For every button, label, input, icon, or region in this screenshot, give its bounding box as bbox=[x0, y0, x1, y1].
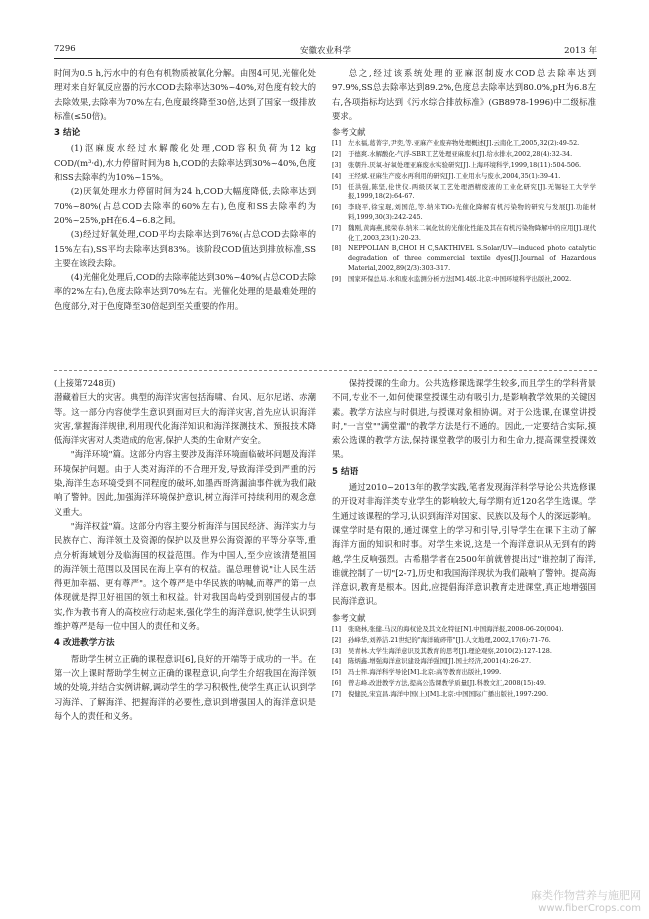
reference-item: [6] 曾志峰.改进教学方法,提高公选课教学质量[J].科教文汇,2008(15):49. bbox=[332, 679, 546, 688]
reference-item: [4] 陈炳鑫.增强海洋意识建设海洋强国[J].国土经济,2001(4):26-27. bbox=[332, 657, 531, 666]
header-rule bbox=[54, 58, 597, 59]
reference-item: [4] 王经斌.亚麻生产废水再利用的研究[J].工业用水与废水,2004,35(1):39-41. bbox=[332, 171, 561, 180]
reference-item: [2] 孙峰华,刘养洁.21世纪的"海洋破碎带"[J].人文地理,2002,17(6):71-76. bbox=[332, 635, 551, 644]
top-left-column bbox=[54, 66, 316, 366]
paragraph: "海洋环境"篇。这部分内容主要涉及海洋环境面临破坏问题及海洋环境保护问题。由于人类对海洋的不合理开发,导致海洋受到严重的污染,海洋生态环境受到不同程度的破坏,如墨西哥湾漏油事件就为我们敲响了警钟。因此,加强海洋环境保护意识,树立海洋可持续利用的观念意义重大。 bbox=[54, 449, 316, 517]
paragraph: 通过2010~2013年的教学实践,笔者发现海洋科学导论公共选修课的开设对非海洋类专业学生的影响较大,每学期有近120名学生选课。学生通过该课程的学习,认识到海洋对国家、民族以及每个人的深远影响。课堂学时是有限的,通过课堂上的学习和引导,引导学生在课下主动了解海洋方面的知识和时事。对学生来说,这是一个海洋意识从无到有的跨越,学生反响强烈。古希腊学者在2500年前就曾提出过"谁控制了海洋,谁就控制了一切"[2-7],历史和我国海洋现状为我们敲响了警钟。提高海洋意识,教育是根本。因此,应提倡海洋意识教育走进课堂,真正地增强国民海洋意识。 bbox=[332, 482, 596, 607]
watermark-url: www.fiberCrops.com bbox=[538, 903, 641, 914]
top-right-column bbox=[332, 66, 596, 366]
reference-item: [7] 倪健民,宋宜昌.海洋中国(上)[M].北京:中国国际广播出版社,1997:290. bbox=[332, 689, 549, 698]
reference-item: [3] 张朝升.厌氧-好氧处理亚麻废水实验研究[J].上海环境科学,1999,18(11):504-506. bbox=[332, 161, 582, 170]
watermark-title: 麻类作物营养与施肥网 bbox=[531, 889, 641, 902]
reference-item: [1] 左永福,葛菁宇,尹奕,等.亚麻产业废弃物处理概述[J].云南化工,2005,32(2):49-52. bbox=[332, 139, 580, 148]
references-title: 参考文献 bbox=[332, 127, 366, 138]
reference-item: [7] 魏刚,黄海燕,熊荣春.纳米二氧化钛的光催化性能及其在有机污染物降解中的应用[J].现代化工,2003,23(1):20-23. bbox=[332, 223, 596, 242]
paragraph: 保持授课的生命力。公共选修课选课学生较多,而且学生的学科背景不同,专业不一,如何使课堂授课生动有吸引力,是影响教学效果的关键因素。教学方法应与时俱进,与授课对象相协调。对于公选课,在课堂讲授时,"一言堂""满堂灌"的教学方法是行不通的。因此,一定要结合实际,摸索公选课的教学方法,保持课堂教学的吸引力和生命力,提高课堂授课效果。 bbox=[332, 378, 596, 460]
references-title: 参考文献 bbox=[332, 612, 366, 623]
reference-list bbox=[332, 625, 596, 700]
paragraph: 总之,经过该系统处理的亚麻沤制废水COD总去除率达到97.9%,SS总去除率达到89.2%,色度总去除率达到80.0%,pH为6.8左右,各项指标均达到《污水综合排放标准》(GB8978-1996)中二级标准要求。 bbox=[332, 68, 596, 121]
section-heading-methods: 4 改进教学方法 bbox=[54, 638, 115, 649]
site-watermark bbox=[531, 889, 641, 915]
reference-item: [3] 吴青林.大学生海洋意识及其教育的思考[J].理论观察,2010(2):127-128. bbox=[332, 646, 552, 655]
reference-item: [6] 李晓平,徐宝琨,刘国范,等.纳米TiO₂光催化降解有机污染物的研究与发展[J].功能材料,1999,30(3):242-245. bbox=[332, 203, 596, 222]
reference-item: [5] 任洪强,陈坚,伦世仪.两级厌氧工艺处理酒精废液的工业化研究[J].无锡轻工大学学报,1999,18(2):64-67. bbox=[332, 182, 596, 201]
reference-item: [2] 于德爽.水解酸化-气浮-SBR工艺处理亚麻废水[J].给水排水,2002,28(4):32-34. bbox=[332, 150, 573, 159]
reference-item: [9] 国家环保总局.水和废水监测分析方法[M].4版.北京:中国环境科学出版社,2002. bbox=[332, 274, 572, 283]
bottom-right-column bbox=[332, 376, 596, 846]
section-heading-conclusion: 3 结论 bbox=[54, 128, 81, 139]
section-separator bbox=[54, 370, 597, 371]
paragraph: (4)光催化处理后,COD的去除率能达到30%~40%(占总COD去除率的2%左右),色度去除率达到70%左右。光催化处理的是最难处理的色度部分,对于色度降至30倍起到至关重要的作用。 bbox=[54, 272, 316, 311]
publication-year: 2013 年 bbox=[564, 46, 597, 56]
journal-title: 安徽农业科学 bbox=[299, 46, 351, 56]
page-number: 7296 bbox=[54, 44, 76, 54]
reference-list bbox=[332, 139, 596, 284]
reference-item: [5] 冯士筰.海洋科学导论[M].北京:高等教育出版社,1999. bbox=[332, 668, 502, 677]
paragraph: 潜藏着巨大的灾害。典型的海洋灾害包括海啸、台风、厄尔尼诺、赤潮等。这一部分内容使学生意识到面对巨大的海洋灾害,首先应认识海洋灾害,掌握海洋规律,利用现代化海洋知识和海洋探测技术、预报技术降低海洋灾害对人类造成的危害,保护人类的生命财产安全。 bbox=[54, 392, 316, 446]
reference-item: [8] NEPPOLIAN B,CHOI H C,SAKTHIVEL S.Solar/UV—induced photo catalytic degradation of three commercial textile dyes[J].Journal of Hazardous Material,2002,89(2/3):303-317. bbox=[332, 244, 596, 273]
paragraph: 时间为0.5 h,污水中的有色有机物质被氧化分解。由图4可见,光催化处理对来自好氧反应器的污水COD去除率达30%~40%,对色度有较大的去除效果,去除率为70%左右,色度最终降至30倍,达到了国家一级排放标准(≤50倍)。 bbox=[54, 68, 316, 121]
paragraph: 帮助学生树立正确的课程意识[6],良好的开端等于成功的一半。在第一次上课时帮助学生树立正确的课程意识,向学生介绍我国在海洋领域的处境,并结合实例讲解,调动学生的学习积极性,使学生真正认识到学习海洋、了解海洋、把握海洋的必要性,意识到增强国人的海洋意识是每个人的责任和义务。 bbox=[54, 653, 316, 721]
continuation-note: (上接第7248页) bbox=[54, 378, 116, 388]
paragraph: "海洋权益"篇。这部分内容主要分析海洋与国民经济、海洋实力与民族存亡、海洋领土及资源的保护以及世界公海资源的平等分享等,重点分析海域划分及临海国的权益范围。作为中国人,至少应该清楚祖国的海洋领土范围以及国民在海上享有的权益。温总理曾说"让人民生活得更加幸福、更有尊严"。这个尊严是中华民族的呐喊,而尊严的第一点体现就是捍卫好祖国的领土和权益。针对我国岛屿受到别国侵占的事实,作为教书育人的高校应行动起来,强化学生的海洋意识,使学生认识到维护尊严是每一位中国人的责任和义务。 bbox=[54, 520, 316, 632]
paragraph: (3)经过好氧处理,COD平均去除率达到76%(占总COD去除率的15%左右),SS平均去除率达到83%。该阶段COD值达到排放标准,SS主要在该段去除。 bbox=[54, 229, 316, 268]
section-heading-epilogue: 5 结语 bbox=[332, 466, 359, 477]
reference-item: [1] 张晓林,张健.马汉的海权论及其文化特征[N].中国海洋报,2008-06-20(004). bbox=[332, 625, 564, 634]
paragraph: (1)沤麻废水经过水解酸化处理,COD容积负荷为12 kg COD/(m³·d),水力停留时间为8 h,COD的去除率达到30%~40%,色度和SS去除率约为10%~15%。 bbox=[54, 143, 316, 183]
page-header bbox=[54, 44, 597, 58]
paragraph: (2)厌氧处理水力停留时间为24 h,COD大幅度降低,去除率达到70%~80%(占总COD去除率的60%左右),色度和SS去除率约为20%~25%,pH在6.4~6.8之间。 bbox=[54, 186, 316, 225]
bottom-left-column bbox=[54, 376, 316, 846]
